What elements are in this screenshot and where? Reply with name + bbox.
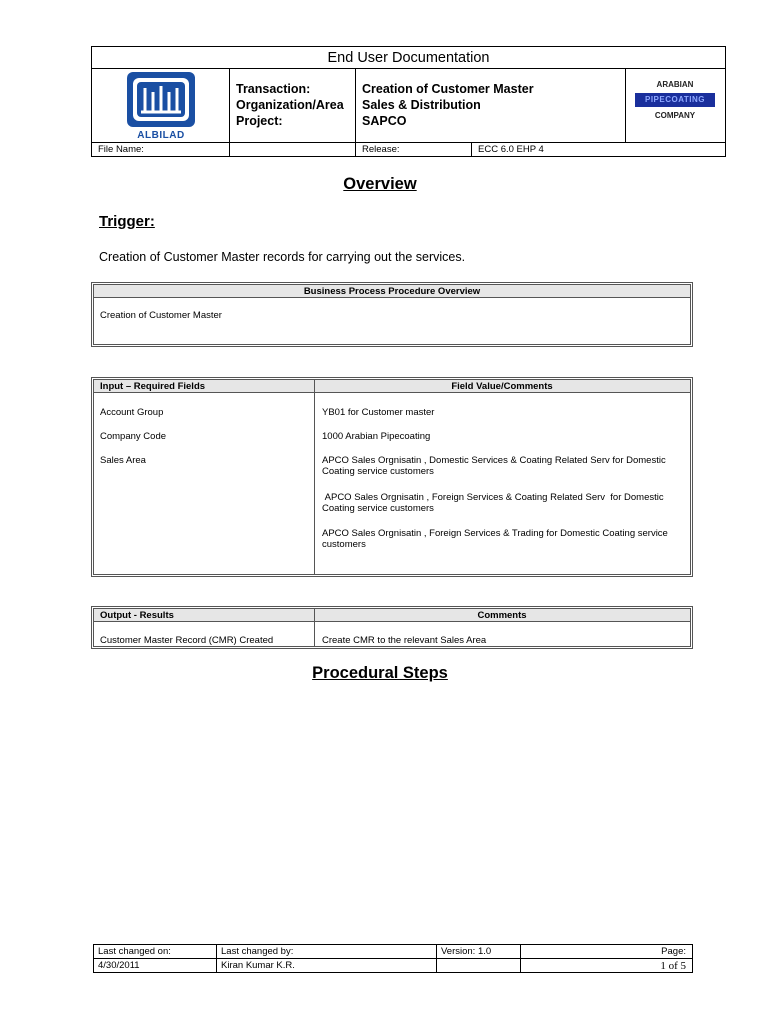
bpp-content: Creation of Customer Master [100,310,222,321]
label-organization: Organization/Area [236,98,344,112]
output-table-header [94,609,690,622]
bpp-overview-box [91,282,693,347]
file-name-label: File Name: [92,143,230,156]
value-organization: Sales & Distribution [362,98,481,112]
footer-version-label: Version: 1.0 [437,945,521,958]
footer-last-changed-by-label: Last changed by: [217,945,437,958]
input-fields-table [91,377,693,577]
footer-label-row [94,945,692,959]
doc-title: End User Documentation [92,47,725,69]
header-info-row [92,69,725,143]
document-footer [93,944,693,973]
input-col1-header: Input – Required Fields [100,381,206,392]
output-value: Create CMR to the relevant Sales Area [322,635,487,646]
albilad-logo-text: ALBILAD [137,130,185,141]
footer-author: Kiran Kumar K.R. [217,959,437,973]
release-value: ECC 6.0 EHP 4 [478,144,544,155]
arabian-pipecoating-logo [632,75,718,133]
apc-logo-line3: COMPANY [654,111,696,120]
trigger-text: Creation of Customer Master records for carrying out the services. [99,250,466,264]
albilad-logo [127,72,195,127]
value-transaction: Creation of Customer Master [362,82,534,96]
output-field: Customer Master Record (CMR) Created [100,635,274,646]
bpp-header: Business Process Procedure Overview [94,285,690,298]
input-field-sales-area: Sales Area [100,455,146,466]
input-field-company-code: Company Code [100,431,167,442]
transaction-labels-cell [230,69,356,142]
trigger-heading: Trigger: [99,213,155,230]
apc-logo-line1: ARABIAN [656,80,694,89]
footer-page-value: 1 of 5 [660,960,686,972]
footer-page-label: Page: [661,946,686,957]
input-value-sales-area-1: APCO Sales Orgnisatin , Domestic Services & Coating Related Serv for Domestic Coating service customers [322,455,666,477]
input-value-sales-area-3: APCO Sales Orgnisatin , Foreign Services & Trading for Domestic Coating service customers [322,528,668,550]
input-col-divider [314,380,315,574]
overview-heading: Overview [343,175,417,193]
label-transaction: Transaction: [236,82,311,96]
footer-value-row [94,959,692,973]
input-value-account-group: YB01 for Customer master [322,407,435,418]
label-project: Project: [236,114,283,128]
footer-version-value [437,959,521,973]
apc-logo-line2: PIPECOATING [635,93,715,107]
file-name-value [230,143,356,156]
albilad-emblem-icon [127,72,195,127]
footer-date: 4/30/2011 [94,959,217,973]
transaction-values-cell [356,69,626,142]
release-label: Release: [356,143,472,156]
output-results-table [91,606,693,649]
output-col2-header: Comments [477,610,527,621]
output-col-divider [314,609,315,646]
input-value-sales-area-2: APCO Sales Orgnisatin , Foreign Services & Coating Related Serv for Domestic Coating service customers [322,492,667,514]
file-release-row [92,143,725,156]
footer-last-changed-on-label: Last changed on: [94,945,217,958]
input-value-company-code: 1000 Arabian Pipecoating [322,431,431,442]
input-col2-header: Field Value/Comments [451,381,553,392]
output-col1-header: Output - Results [100,610,174,621]
input-table-header [94,380,690,393]
input-field-account-group: Account Group [100,407,164,418]
value-project: SAPCO [362,114,407,128]
document-header [91,46,726,157]
left-logo-cell [92,69,230,142]
right-logo-cell [626,69,725,142]
procedural-steps-heading: Procedural Steps [312,664,448,682]
